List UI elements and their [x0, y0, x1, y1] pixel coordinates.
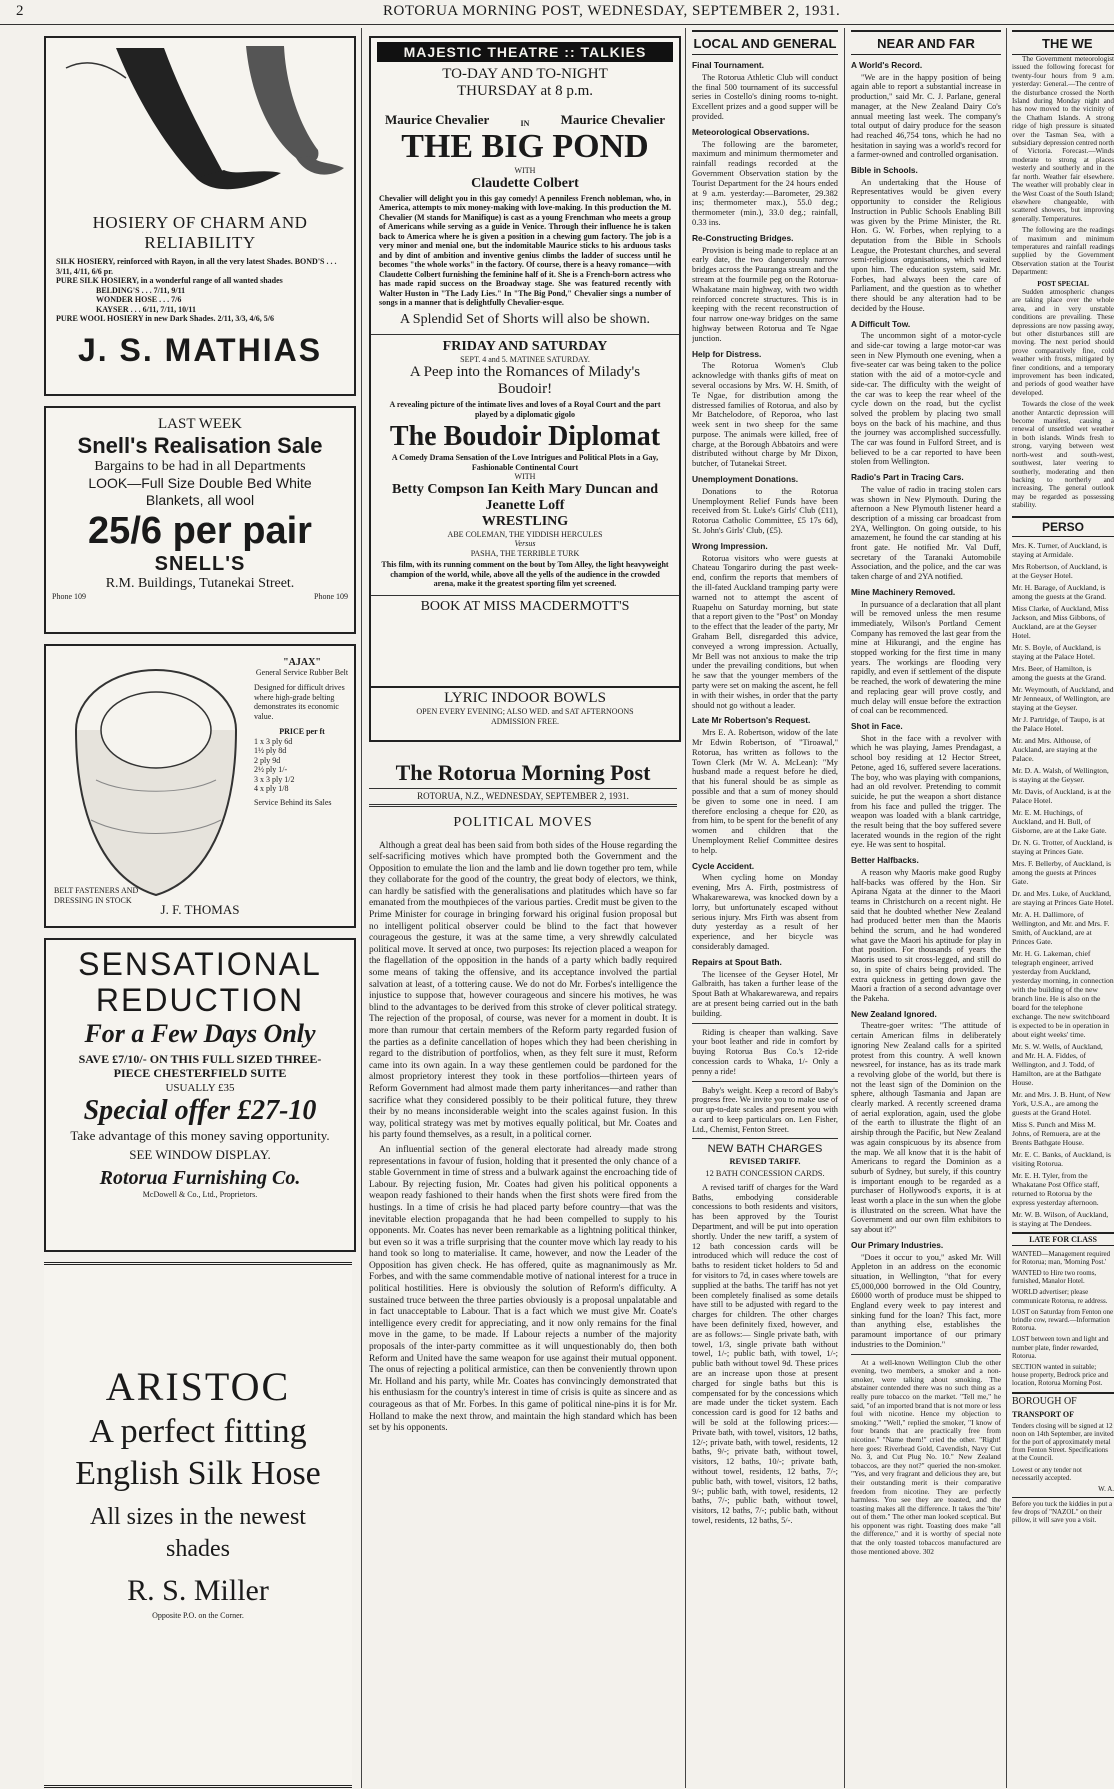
divider — [692, 1081, 838, 1082]
post-special-head: POST SPECIAL — [1037, 279, 1089, 288]
bath-sub: REVISED TARIFF. — [729, 1157, 801, 1167]
item-heading: Final Tournament. — [692, 60, 764, 70]
price-line: BELDING'S . . . 7/11, 9/11 — [96, 285, 186, 295]
bath-text: A revised tariff of charges for the Ward Baths, embodying considerable concessions to both residents and visitors, has been approved by the Tourist Department, and will be put into operation shortly. Under the new tariff, a system of 12 bath concession cards will be introduced which will reduce the cost of baths to resident ticket holders to 5d and for visitors to 7d, in cases where towels are supplied at the baths. The tariff has not yet been completely finalised as some details have still to be adjusted with regard to the charges for children. The other charges have been definitely fixed, however, and are as follows:— Single private bath, with towel, 1/3, single private bath without towel, 1/-; public bath, with towel, 1/-; public bath without towel 9d. These prices are an increase upon those at present charged for single baths but this is compensated for by the concessions which are made under the ticket system. Each concession card is good for 12 baths and will be sold at the following prices:— Private bath, with towel, visitors, 12 baths, 12/-; private bath, with towel, residents, 12 baths, 9/-; private bath, without towel, visitors, 12 baths, 10/-; private bath, without towel, residents, 12 baths, 7/-; public bath, with towel, visitors, 12 baths, 9/-; public bath, with towel, residents, 12 baths, 7/-; public bath, without towel, visitors, 12 baths, 7/-; public bath, without towel, residents, 12 baths, 5/-. — [692, 1182, 838, 1525]
personal-item: Mr J. Partridge, of Taupo, is at the Palace Hotel. — [1012, 714, 1105, 733]
classified-item: LOST on Saturday from Fenton one brindle cow, reward.—Information Rotorua. — [1012, 1307, 1114, 1333]
item-heading: Re-Constructing Bridges. — [692, 232, 794, 243]
personal-item: Mrs Robertson, of Auckland, is at the Geyser Hotel. — [1012, 561, 1108, 580]
personal-item: Mr. S. W. Wells, of Auckland, and Mr. H. A. Fiddes, of Wellington, and J. Todd, of Hamilton, are at the Bathgate House. — [1012, 1041, 1103, 1087]
miller-l1: ARISTOC — [105, 1364, 291, 1409]
belt-product: "AJAX" — [283, 657, 321, 668]
theatre-teaser2: A revealing picture of the intimate lives and loves of a Royal Court and the part played by a diplomatic gigolo — [389, 400, 661, 419]
item-text: Provision is being made to replace at an early date, the two dangerously narrow bridges across the Pauranga stream and the stream at the fourmile peg on the Rotorua-Whakatane main highway, with two width reinforced concrete structures. This is in keeping with the recent reconstruction of four narrow one-way bridges on the same highway between Rotorua and Te Ngae junction. — [692, 245, 838, 343]
personal-item: Mrs. F. Bellerby, of Auckland, is among the guests at Princes Gate. — [1012, 858, 1112, 886]
nazol-notice: Before you tuck the kiddies in put a few drops of "NAZOL" on their pillow, it will save you a visit. — [1012, 1497, 1114, 1525]
editorial-body — [369, 841, 677, 1435]
bath-sub2: 12 BATH CONCESSION CARDS. — [705, 1169, 825, 1179]
thomas-name: J. F. THOMAS — [160, 902, 240, 917]
local-items — [692, 61, 838, 1526]
film1-with: WITH — [514, 166, 536, 175]
item-text: The licensee of the Geyser Hotel, Mr Galbraith, has taken a further lease of the Spout Bath at Whakarewarewa, and repairs are at present being carried out in the bath building. — [692, 969, 838, 1018]
tobacco-advert: At a well-known Wellington Club the other evening, two members, a smoker and a non-smoker, were talking about smoking. The abstainer contended there was no such thing as a really pure tobacco on the market. "Tell me," he said, "of an imported brand that is not more or less foul with nicotine. Hence my objection to smoking." "Well," replied the smoker, "I know of four brands that are practically free from nicotine." "Name them!" cried the other. "Right! here goes: Riverhead Gold, Cavendish, Navy Cut No. 3, and Cut Plug No. 10." New Zealand tobaccos, are they not?" queried the non-smoker. "Yes, and very fragrant and delicious they are, but their outstanding merit is their comparative freedom from nicotine. They are perfectly harmless. You see they are toasted, and the toasting makes all the difference. It takes the 'bite' out of them." The other man looked sceptical. But his opponent was right. Toasting does make "all the difference," and it is worthy of special note that the only toasted tobaccos manufactured are those mentioned above. 302 — [851, 1357, 1001, 1556]
item-heading: Shot in Face. — [851, 721, 903, 731]
late-class-head: LATE FOR CLASS — [1012, 1232, 1114, 1246]
personal-item: Mrs. K. Turner, of Auckland, is staying at Armidale. — [1012, 540, 1108, 559]
editorial-column — [369, 760, 677, 1438]
belt-price-row: 1 x 3 ply 6d — [254, 736, 293, 746]
personal-item: Dr. N. G. Trotter, of Auckland, is staying at Princes Gate. — [1012, 837, 1113, 856]
snell-phones — [46, 592, 354, 602]
personal-item: Mr. Weymouth, of Auckland, and Mr Jenneaux, of Wellington, are staying at the Geyser. — [1012, 684, 1114, 712]
film3-desc: This film, with its running comment on the bout by Tom Alley, the light heavyweight champion of the world, while, above all the yells of the audience in the crowded arena, make it the greatest sporting film yet screened. — [381, 560, 669, 588]
furn-l1: SENSATIONAL — [78, 946, 322, 982]
theatre-when1: TO-DAY AND TO-NIGHT — [442, 66, 608, 82]
personal-item: Miss S. Punch and Miss M. Johns, of Remuera, are at the Brents Bathgate House. — [1012, 1119, 1101, 1147]
furn-l5: USUALLY £35 — [165, 1082, 235, 1094]
mathias-hosiery-ad — [44, 36, 356, 396]
classified-item: WANTED to Hire two rooms, furnished, Manalor Hotel. — [1012, 1268, 1097, 1286]
wrestling-head: WRESTLING — [481, 513, 569, 529]
editorial-paragraph: Although a great deal has been said from both sides of the House regarding the self-sacrificing motives which have prompted both the Government and the Opposition to emulate the lion and the lamb and lie down together pro tem, while they collaborate for the good of the country, the great body of electors, we think, can hardly be satisfied with the generalisations and platitudes which have so far emanated from the mouthpieces of the various parties. Credit must be given to the Prime Minister for courage in bringing forward his original fusion proposal but no intelligent political observer could be blind to the fact that however courageous the gesture, it was at the same time, a very shrewdly calculated political move. It served at once, two purposes: Its rejection placed a weapon for the flagellation of the opposition in the hands of a party which badly required some means of taking the offensive, and its acceptance involved the partial salvation at least, of a tottering cause. We do not do Mr. Forbes's intelligence the injustice to suppose that, however courageous and sincere his motives, he was blind to the advantages to be derived from this stroke of clever political strategy. The rejection of the proposal, of course, was never for a moment in doubt. It is more than rumour that certain members of the Reform party regarded fusion of the parties as a definite cancellation of hopes which they had been cherishing in regard to the distribution of portfolios, when, as they felt sure it must, Reform came into its own again. In a way these gentlemen could be pardoned for the almost proprietory interest they took in these portfolios—thirteen years of Reform Government had almost made them party inheritances—and rather than sacrifice what they considered possibly to be their political future, they threw their by no means inconsiderable weight into the scales against fusion. In this way, political strategy was met by motives equally political, but Mr. Coates and his party found themselves, as a result, in a political corner. — [369, 840, 677, 1141]
item-heading: New Zealand Ignored. — [851, 1008, 937, 1019]
item-text: Shot in the face with a revolver with which he was playing, James Prendagast, a school boy residing at 12 Hector Street, Petone, aged 16, suffered severe lacerations. The boy, who was playing with companions, had an old revolver. Pretending to commit suicide, he put the weapon a short distance from his face and pulled the trigger. The weapon was loaded with a blank cartridge, the result being that the boy suffered severe lacerated wounds in the region of the right eye. He was sent to hospital. — [851, 733, 1001, 850]
personal-item: Mr. A. H. Dallimore, of Wellington, and Mr. and Mrs. F. Smith, of Auckland, are at Princes Gate. — [1012, 909, 1110, 946]
belt-price-row: 2 ply 9d — [254, 755, 281, 765]
tender-lowest: Lowest or any tender not necessarily accepted. — [1012, 1465, 1082, 1482]
snell-name: SNELL'S — [154, 553, 246, 575]
snell-title: Snell's Realisation Sale — [77, 433, 323, 458]
personal-item: Mr. E. H. Tyler, from the Whakatane Post Office staff, returned to Rotorua by the express yesterday afternoon. — [1012, 1170, 1100, 1207]
furn-l4: SAVE £7/10/- ON THIS FULL SIZED THREE-PIECE CHESTERFIELD SUITE — [78, 1052, 322, 1080]
personal-item: Mr. S. Boyle, of Auckland, is staying at the Palace Hotel. — [1012, 642, 1101, 661]
item-heading: Mine Machinery Removed. — [851, 586, 956, 597]
classified-item: SECTION wanted in suitable; house property, Bedrock price and location, Rotorua Morning Post. — [1012, 1362, 1109, 1388]
item-heading: Better Halfbacks. — [851, 855, 919, 866]
theatre-when3: FRIDAY AND SATURDAY — [442, 338, 608, 354]
film2-cast: Betty Compson Ian Keith Mary Duncan and Jeanette Loff — [391, 481, 659, 513]
classified-items — [1012, 1250, 1114, 1388]
snell-top-line: LAST WEEK — [157, 416, 243, 432]
film2-title: The Boudoir Diplomat — [389, 421, 661, 452]
miller-l4: All sizes in the newest shades — [90, 1504, 306, 1562]
majestic-theatre-ad — [369, 36, 681, 688]
personal-item: Dr. and Mrs. Luke, of Auckland, are staying at Princes Gate Hotel. — [1012, 888, 1114, 907]
star-in: IN — [520, 118, 530, 128]
mathias-store-name: J. S. MATHIAS — [77, 331, 323, 368]
page-number: 2 — [16, 3, 24, 19]
miller-silk-hose-ad — [44, 1262, 352, 1788]
bowls-sub: OPEN EVERY EVENING; ALSO WED. and SAT AFTERNOONS — [416, 707, 634, 716]
miller-addr: Opposite P.O. on the Corner. — [152, 1611, 244, 1620]
near-title: NEAR AND FAR — [851, 30, 1001, 55]
personal-item: Mr. and Mrs. J. B. Hunt, of New York, U.S.A., are among the guests at the Grand Hotel. — [1012, 1089, 1111, 1117]
theatre-teaser: A Peep into the Romances of Milady's Boudoir! — [409, 364, 641, 397]
bath-title: NEW BATH CHARGES — [707, 1143, 823, 1156]
weather-text: The following are the readings of maximum and minimum temperatures and rainfall readings supplied by the Government Observation station at the Tourist Department: — [1012, 226, 1114, 277]
personal-item: Mr. W. B. Wilson, of Auckland, is staying at The Dendees. — [1012, 1209, 1109, 1228]
snell-address: R.M. Buildings, Tutanekai Street. — [105, 576, 295, 591]
price-line: PURE WOOL HOSIERY in new Dark Shades. 2/11, 3/3, 4/6, 5/6 — [56, 314, 274, 323]
bowls-admission: ADMISSION FREE. — [490, 716, 559, 726]
divider — [692, 1023, 838, 1024]
personal-item: Mr. H. Barage, of Auckland, is among the guests at the Grand. — [1012, 582, 1107, 601]
local-title: LOCAL AND GENERAL — [692, 30, 838, 55]
weather-text: The Government meteorologist issued the following forecast for twenty-four hours from 9 a.m. yesterday: General.—The centre of the disturbance crossed the North Island during Monday night and has now moved to the vicinity of the Chatham Islands. A strong ridge of high pressure is situated over the Tasman Sea, with a subsidiary depression centred north of Victoria. Forecast.—Winds moderate to strong at places westerly and southerly and in the far north. Weather fair elsewhere. The weather will probably clear in the West Coast of the South Island; elsewhere changeable, with scattered showers, but improving generally. Temperatures. — [1012, 55, 1114, 223]
belt-price-row: 2½ ply 1/- — [254, 765, 288, 774]
film1-desc: Chevalier will delight you in this gay comedy! A penniless French nobleman, who, in America, attempts to mix money-making with love-making. In this production the M. Chevalier (M stands for Manifique) is cast as a young Frenchman who meets a group of Americans while serving as a guide in Venice. Through their influence he is taken back to America where he is given a position in a chewing gum factory. The job is a very minor and menial one, but the indomitable Maurice sticks to his arduous tasks and by dint of ambition and inventive genius climbs the ladder of success until he becomes "the whole works" in the factory. Of course, there is a heavy romance—with Claudette Colbert furnishing the feminine half of it. She is a French-born actress who has made rapid success on the Broadway stage. She was featured recently with Walter Huston in "The Lady Lies." In "The Big Pond," Chevalier sings a number of songs in a manner that is delightfully Chevalier-esque. — [379, 193, 671, 307]
belt-price-row: 1½ ply 8d — [254, 746, 287, 755]
classified-item: WANTED—Management required for Rotorua; man, 'Morning Post.' — [1012, 1249, 1111, 1266]
item-text: The value of radio in tracing stolen cars was shown in New Plymouth. During the afternoon a New Plymouth listener heard a description of a missing car broadcast from 2YA, Wellington. On going outside, to his amazement, he found the car standing at his front gate. He notified Mr. Val Duff, secretary of the Taranaki Automobile Association, and the police, and the car was taken charge of and 2YA notified. — [851, 484, 1001, 582]
newspaper-title-line: ROTORUA MORNING POST, WEDNESDAY, SEPTEMBER 2, 1931. — [383, 3, 841, 19]
personal-head: PERSO — [1012, 516, 1114, 537]
snell-price: 25/6 per pair — [88, 510, 312, 552]
item-text: "We are in the happy position of being again able to report a substantial increase in production," said Mr. C. J. Parlane, general manager, at the New Zealand Dairy Co's annual meeting last week. The company's total output of dairy produce for the season had reached 46,754 tons, which he had no hesitation in saying was a world's record for a farmer-owned and controlled organisation. — [851, 72, 1001, 160]
weather-body — [1012, 55, 1114, 510]
weather-title: THE WE — [1012, 30, 1114, 55]
item-heading: Our Primary Industries. — [851, 1239, 944, 1250]
near-items — [851, 61, 1001, 1556]
item-heading: A World's Record. — [851, 60, 923, 70]
item-text: The Rotorua Athletic Club will conduct the final 500 tournament of its successful series in Costello's dining rooms to-night. Excellent prizes and a good supper will be provided. — [692, 72, 838, 121]
weather-text: Sudden atmospheric changes are taking place over the whole area, and in very unstable conditions are prevailing. These depressions are now passing away, but other disturbances still are moving. The next period should prove comparatively fine, cold weather with frosts, mitigated by finer conditions, and a temporary improvement has been indicated, and periods of good weather have developed. — [1012, 287, 1114, 397]
item-heading: Meteorological Observations. — [692, 126, 810, 137]
item-text: An undertaking that the House of Representatives would be given every opportunity to consider the Religious Instruction in Public Schools Enabling Bill was given by the Prime Minister, the Rt. Hon. G. W. Forbes, when replying to a deputation from the Bible in Schools League, the Protestant churches, and several semi-religious organisations, which waited upon him. The education system, said Mr. Forbes, had always been the care of Parliament, and the question as to whether there should be any alteration had to be decided by the House. — [851, 177, 1001, 313]
snell-look: LOOK—Full Size Double Bed White Blankets, all wool — [88, 475, 312, 508]
snell-phone-left: Phone 109 — [52, 592, 86, 601]
price-line: SILK HOSIERY, reinforced with Rayon, in all the very latest Shades. BOND'S . . . 3/11, 4/11, 6/6 pr. — [56, 257, 337, 276]
editorial-heading: POLITICAL MOVES — [453, 814, 593, 830]
miller-name: R. S. Miller — [127, 1574, 269, 1607]
miller-l2: A perfect fitting — [89, 1413, 307, 1450]
column-rule — [844, 28, 845, 1788]
bus-notice: Riding is cheaper than walking. Save your boot leather and ride in comfort by buying Rotorua Bus Co.'s 12-ride concession cards to Whaka, 1/- Only a penny a ride! — [692, 1027, 838, 1076]
furn-l2: REDUCTION — [95, 982, 305, 1018]
weather-text: Towards the close of the week another Antarctic depression will become manifest, causing a renewal of unsettled wet weather in both islands. Winds fresh to strong, varying between west north-west and south-west, southwest, later veering to southerly, moderating and then backing to northerly and increasing. The general outlook may be regarded as possessing stability. — [1012, 400, 1114, 510]
item-text: A reason why Maoris make good Rugby half-backs was offered by the Hon. Sir Apirana Ngata at the dinner to the Maori teams in Christchurch on a recent night. He said that he doubted whether New Zealand had produced better men than the Maoris behind the scrum, and he had wondered what gave the Maori his aptitude for play in that position. For thousands of years the Maoris used to sit cross-legged, and still do so, in spite of chairs being provided. The extra quickness in getting down gave the Maori a fraction of a second advantage over the Pakeha. — [851, 867, 1001, 1003]
belt-price-row: 4 x ply 1/8 — [254, 784, 289, 793]
item-text: The uncommon sight of a motor-cycle and side-car towing a large motor-car was seen in New Plymouth one evening, when a five-seater car was being taken to the police station with the aid of a motor-cycle and side-car. The difficulty with the weight of the car was to keep the rear wheel of the cycle down on the road, but the cyclist solved the problem by placing two small boys on the back of his machine, and thus the journey was accomplished successfully. The car was found in Fulford Street, and is believed to be a car reported to have been stolen from Wellington. — [851, 331, 1001, 467]
mathias-headline: HOSIERY OF CHARM AND RELIABILITY — [92, 213, 308, 252]
borough-head: BOROUGH OF — [1012, 1392, 1114, 1407]
transport-head: TRANSPORT OF — [1012, 1409, 1075, 1419]
personal-items — [1012, 541, 1114, 1228]
miller-l3: English Silk Hose — [75, 1455, 321, 1492]
divider — [371, 334, 679, 335]
snell-phone-right: Phone 109 — [314, 592, 348, 601]
price-line: KAYSER . . . 6/11, 7/11, 10/11 — [96, 304, 196, 314]
furn-l7: Take advantage of this money saving opportunity. — [70, 1128, 330, 1143]
item-text: When cycling home on Monday evening, Mrs A. Firth, postmistress of Whakarewarewa, was knocked down by a lorry, but unfortunately escaped without serious injury. Mrs Firth was absent from duty yesterday as a result of her experience, and her bicycle was considerably damaged. — [692, 873, 838, 951]
personal-item: Miss Clarke, of Auckland, Miss Jackson, and Miss Gibbons, of Auckland, are at the Geyser Hotel. — [1012, 603, 1109, 640]
theatre-shorts: A Splendid Set of Shorts will also be shown. — [399, 311, 651, 327]
price-line: PURE SILK HOSIERY, in a wonderful range of all wanted shades — [56, 276, 283, 285]
belt-desc: Designed for difficult drives where high-grade belting demonstrates its economic value. — [254, 683, 345, 721]
item-text: The Rotorua Women's Club acknowledge with thanks gifts of meat on several occasions by Mrs. W. H. Smith, of Te Ngae, for distribution among the distressed families of Rotorua, and also by Mr Batchelodore, of Reporoa, who last week sent in two sheep for the same purpose. The animals were killed, free of charge, at the Borough Abbatoirs and were distributed without charge by Mr Dixon, butcher, of Tutanekai Street. — [692, 361, 838, 469]
item-text: "Does it occur to you," asked Mr. Will Appleton in an address on the economic situation, in Wellington, "that for every £5,000,000 borrowed in the Old Country, £6000 worth of produce must be shipped to England every week to pay interest and sinking fund for the loan? This fact, more than anything else, establishes the paramount importance of our primary industries to the Dominion." — [851, 1252, 1001, 1349]
right-partial-column — [1012, 30, 1114, 1780]
wrestler-1: ABE COLEMAN, THE YIDDISH HERCULES — [447, 529, 603, 539]
near-far-column — [851, 30, 1001, 1780]
local-general-column — [692, 30, 838, 1780]
column-rule — [361, 28, 362, 1788]
tender-text: Tenders closing will be signed at 12 noon on 14th September, are invited for the port of approximately metal from Fenton Street. Specifications at the Council. — [1012, 1421, 1114, 1463]
dateline: ROTORUA, N.Z., WEDNESDAY, SEPTEMBER 2, 1931. — [369, 788, 677, 807]
film2-desc: A Comedy Drama Sensation of the Love Intrigues and Political Plots in a Gay, Fashionable Continental Court — [391, 453, 659, 472]
belt-price-head: PRICE per ft — [279, 727, 325, 736]
star-right: Maurice Chevalier — [560, 112, 665, 127]
item-heading: Unemployment Donations. — [692, 474, 799, 485]
item-text: Theatre-goer writes: "The attitude of certain American films in deliberately ignoring New Zealand calls for a spirited protest from this country. A well known newsreel, for instance, has as its trade mark a revolving globe of the world, but there is not the least sign of the Dominion on the sphere, although Tasmania and Japan are clearly marked. A recently screened drama of aerial exploration, again, used the globe of the earth to illustrate the flight of an airship through the Pacific, but New Zealand was again conspicuous by its absence from the map. We all know that it is the habit of Americans to regard the Dominion as a suburb of Sydney, but surely, if this country is important enough to be regarded as a purchaser of Hollywood's exports, it is at least worth a place in the sun when the globe is illustrated on the screen. What have the Government and our own film exhibitors to say about it?" — [851, 1021, 1001, 1235]
nameplate: The Rotorua Morning Post — [395, 760, 651, 785]
belt-type: General Service Rubber Belt — [255, 667, 349, 677]
item-text: Mrs E. A. Robertson, widow of the late Mr Edwin Robertson, of "Tiroawal," Rotorua, has written as follows to the Town Clerk (Mr W. A. McLean): "My husband made a request before he died, that his funeral should be as simple as possible and that a sum of money should be given to some one in need. I am therefore enclosing a cheque for £20, as from him, to be spent for the benefit of any women and children that the Unemployment Relief Committee desires to help. — [692, 728, 838, 855]
theatre-bar: MAJESTIC THEATRE :: TALKIES — [377, 42, 673, 62]
item-heading: Wrong Impression. — [692, 540, 768, 551]
classified-item: WORLD advertiser; please communicate Rotorua, re address. — [1012, 1288, 1108, 1305]
star-left: Maurice Chevalier — [385, 112, 490, 127]
item-heading: Radio's Part in Tracing Cars. — [851, 472, 964, 483]
theatre-when2: THURSDAY at 8 p.m. — [457, 83, 593, 99]
bowls-title: LYRIC INDOOR BOWLS — [444, 690, 606, 706]
lyric-bowls-ad — [369, 688, 681, 742]
mathias-price-list — [46, 253, 354, 324]
furnishing-co-ad — [44, 938, 356, 1252]
snells-sale-ad — [44, 406, 356, 634]
furn-l3: For a Few Days Only — [84, 1019, 316, 1048]
personal-item: Mr. and Mrs. Althouse, of Auckland, are staying at the Palace. — [1012, 735, 1097, 763]
personal-item: Mr. H. G. Lakeman, chief telegraph engineer, arrived yesterday from Auckland, yesterday morning, in connection with the building of the new branch line. He is also on the board for the telephone exchange. The new switchboard is expected to be in operation in about eight weeks' time. — [1012, 948, 1114, 1039]
book-line: BOOK AT MISS MACDERMOTT'S — [371, 595, 679, 615]
film1-title: THE BIG POND — [401, 128, 649, 165]
item-heading: Bible in Schools. — [851, 165, 918, 176]
editorial-paragraph: An influential section of the general electorate had already made strong representations in favour of fusion, holding that it presented the only chance of a stable Government in time of stress and a bulwark against the encroaching tide of Labour. By rejecting fusion, Mr. Coates had given his political opponents a weapon ready fashioned to their hands when the first shots were fired from the hustings. In a time of crisis he had placed party before country—that was the inevitable election propaganda that he had been compelled to supply to his opponents. Mr. Coates has never been remarkable as a lightning political thinker, but even so it was a trifle surprising that the counter move which lay ready to his hand took so long to materialise. It came, however, and now the Leader of the Opposition has given check. He has offered, quite as magnanimously as Mr. Forbes, and with the same commendable motive of national interest for a truce in political hostilities. Here is obviously the solution of Reform's difficulty. A sustained truce between the three parties obviously is a proposal unpalatable and in fact unacceptable to Labour. That is a fact which we must give Mr. Coate's intelligence every credit for appreciating, and it now only remains for the final move in the game, to be made. If Labour rejects a number of the majority proposals of the inter-party committee as it will unquestionably do, then both Reform and United have the same weapon for use against their mutual opponent. The onus of rejecting a political armistice, can then be conveniently thrown upon Mr. Holland and his party, while Mr. Coates has convincingly demonstrated that his enthusiasm for the country's interest in time of crisis is quite as sincere and as courageous as that of Mr. Forbes. In this game of political nine-pins it is for Mr. Holland to make the next throw, and maintain the high standard which has been set by his opponents. — [369, 1144, 677, 1434]
personal-item: Mr. Davis, of Auckland, is at the Palace Hotel. — [1012, 786, 1111, 805]
theatre-when4: SEPT. 4 and 5. MATINEE SATURDAY. — [460, 354, 590, 364]
theatre-stars — [371, 100, 679, 128]
versus: Versus — [514, 539, 536, 548]
furn-l8: SEE WINDOW DISPLAY. — [129, 1147, 271, 1162]
thomas-belt-ad — [44, 644, 356, 928]
furn-name: Rotorua Furnishing Co. — [99, 1167, 301, 1189]
stocking-legs-illustration — [46, 38, 354, 208]
item-text: In pursuance of a declaration that all plant will be removed unless the men resume immediately, Wilson's Portland Cement Company has removed the last gear from the mine at Hikurangi, and the engine has stopped working for the first time in many years. The workings are flooding very rapidly, and even if settlement of the dispute be reached, the work of dewatering the mine and replacing gear will prove costly, and much delay will ensue before the extraction of coal can be recommenced. — [851, 599, 1001, 716]
column-rule — [685, 28, 686, 1788]
belt-price-row: 3 x 3 ply 1/2 — [254, 774, 295, 784]
item-heading: Late Mr Robertson's Request. — [692, 715, 811, 726]
item-heading: Repairs at Spout Bath. — [692, 956, 782, 967]
item-text: Donations to the Rotorua Unemployment Relief Funds have been received from St. Luke's Girls' Club (£11), Rotorua Catholic Committee, £5 17s 6d), St. John's Girls' Club, (£5). — [692, 486, 838, 536]
item-text: The following are the barometer, maximum and minimum thermometer and rainfall readings recorded at the Government Observation station by the Tourist Department for the 24 hours ended at 9 a.m. yesterday:—Barometer, 29.382 ins; thermometer max.), 55.0 deg.; thermometer (min.), 33.0 deg.; rainfall, 0.33 ins. — [692, 139, 838, 227]
item-text: Rotorua visitors who were guests at Chateau Tongariro during the past week-end, confirm the reports that members of the ill-fated Auckland tramping party were warned not to attempt the ascent of Ruapehu on Saturday morning, but state that a report given to the "Post" on Monday to the effect that the leader of the party, Mr Graham Bell, disregarded this advice, conveyed a wrong impression. Actually, Mr Bell was not anxious to make the trip under the prevailing conditions, but when he saw that the younger members of the party were set on making the ascent, he fell in with their wishes, in order that the party should not go without a leader. — [692, 553, 838, 710]
page-masthead — [0, 0, 1114, 25]
belt-bottom: BELT FASTENERS AND DRESSING IN STOCK — [54, 886, 139, 905]
chemist-notice: Baby's weight. Keep a record of Baby's progress free. We invite you to make use of our up-to-date scales and present you with a card to keep particulars on. Len Fisher, Ltd., Chemist, Fenton Street. — [692, 1085, 838, 1134]
wrestler-2: PASHA, THE TERRIBLE TURK — [470, 548, 580, 558]
classified-item: LOST between town and light and number plate, finder rewarded, Rotorua. — [1012, 1335, 1109, 1360]
item-heading: Help for Distress. — [692, 348, 762, 359]
personal-item: Mrs. Beer, of Hamilton, is among the guests at the Grand. — [1012, 663, 1107, 682]
furn-l6: Special offer £27-10 — [83, 1095, 317, 1126]
divider — [692, 1138, 838, 1139]
tender-signoff: W. A. — [1098, 1485, 1114, 1493]
thomas-ad-text — [254, 658, 350, 807]
personal-item: Mr. E. C. Banks, of Auckland, is visiting Rotorua. — [1012, 1149, 1111, 1168]
price-line: WONDER HOSE . . . 7/6 — [96, 295, 182, 304]
film2-with: WITH — [514, 472, 536, 481]
belt-service: Service Behind its Sales — [254, 797, 332, 807]
personal-item: Mr. D. A. Walsh, of Wellington, is staying at the Geyser. — [1012, 765, 1109, 784]
item-heading: Cycle Accident. — [692, 860, 755, 871]
rubber-belt-illustration — [56, 660, 256, 910]
column-rule — [1006, 28, 1007, 1788]
personal-item: Mr. E. M. Huchings, of Auckland, and H. Bull, of Gisborne, are at the Lake Gate. — [1012, 807, 1107, 835]
film1-costar: Claudette Colbert — [471, 175, 579, 191]
divider — [851, 1354, 1001, 1355]
item-heading: A Difficult Tow. — [851, 318, 911, 329]
snell-sub: Bargains to be had in all Departments — [94, 459, 306, 474]
furn-props: McDowell & Co., Ltd., Proprietors. — [142, 1190, 258, 1199]
